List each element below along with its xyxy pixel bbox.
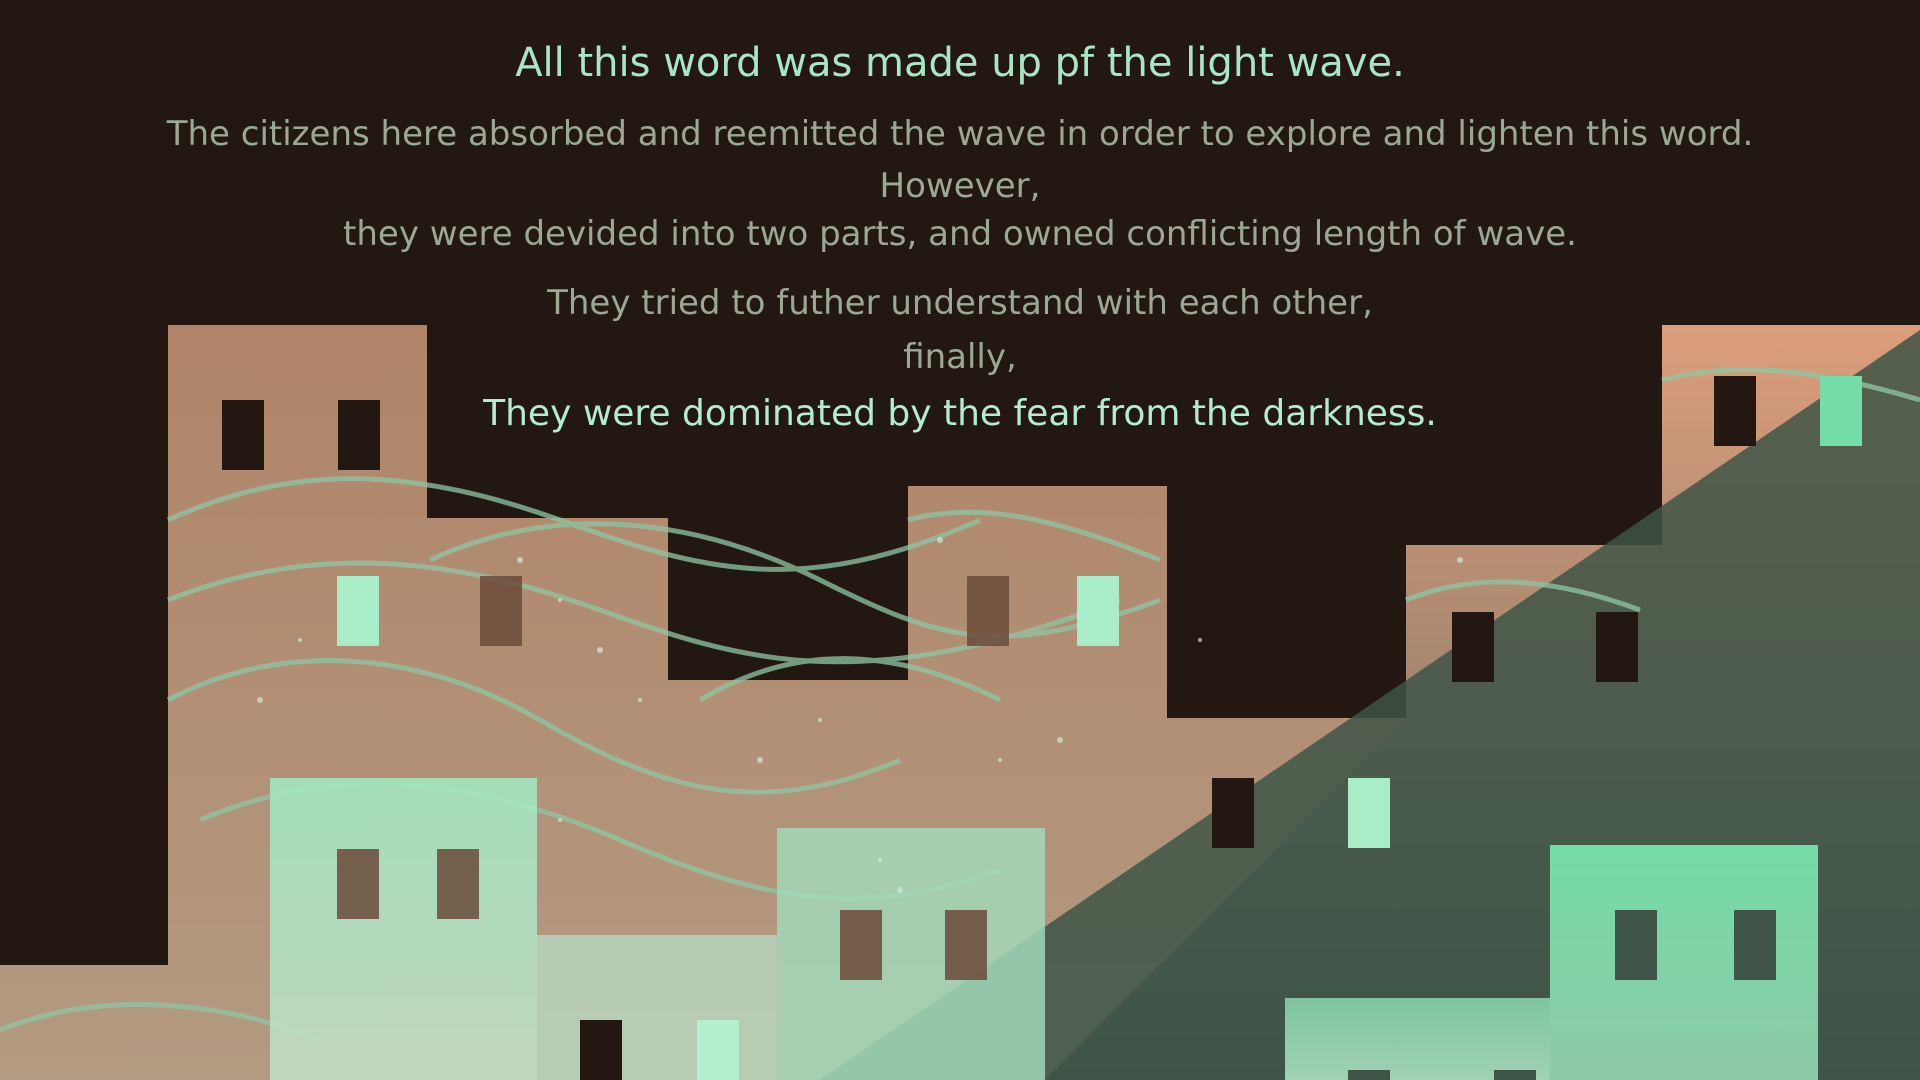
story-line: finally, (903, 337, 1017, 377)
mint-building-left (270, 778, 537, 1080)
story-line: they were devided into two parts, and owned conflicting length of wave. (343, 214, 1577, 254)
story-line: The citizens here absorbed and reemitted the wave in order to explore and lighten this word. (166, 114, 1754, 154)
teal-low-building (1285, 998, 1552, 1080)
story-title-line: All this word was made up pf the light wave. (515, 40, 1405, 86)
story-line: However, (879, 166, 1041, 206)
mint-building-center (777, 828, 1045, 1080)
story-line: They tried to futher understand with each other, (547, 283, 1373, 323)
story-final-line: They were dominated by the fear from the darkness. (483, 393, 1437, 434)
pale-building-mid (537, 935, 777, 1080)
teal-building-right (1550, 845, 1818, 1080)
